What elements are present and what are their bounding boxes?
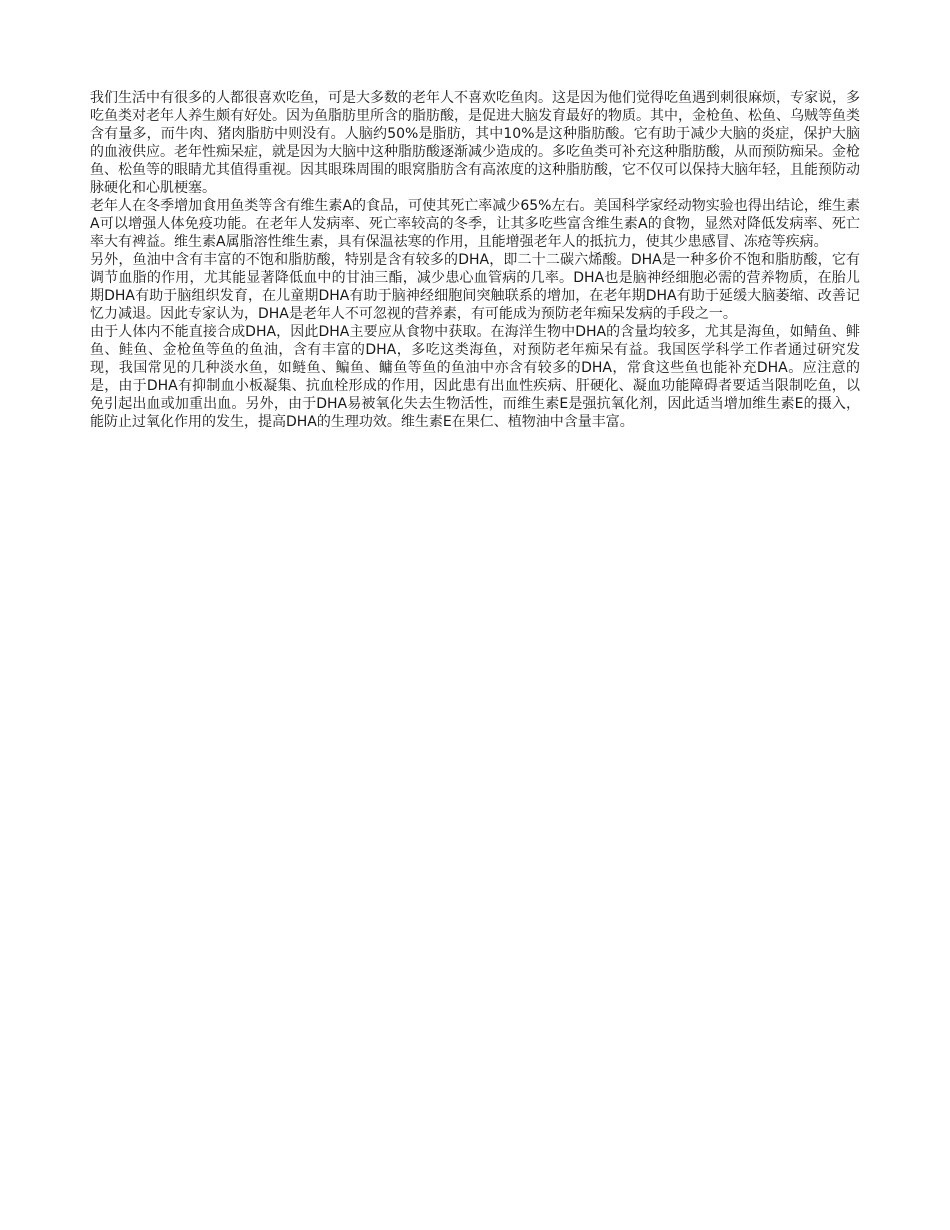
paragraph-dha-benefits: 另外，鱼油中含有丰富的不饱和脂肪酸，特别是含有较多的DHA，即二十二碳六烯酸。DHA是一种多价不饱和脂肪酸，它有调节血脂的作用，尤其能显著降低血中的甘油三酯，减少患心血管病的几率。DHA也是脑神经细胞必需的营养物质，在胎儿期DHA有助于脑组织发育，在儿童期DHA有助于脑神经细胞间突触联系的增加，在老年期DHA有助于延缓大脑萎缩、改善记忆力减退。因此专家认为，DHA是老年人不可忽视的营养素，有可能成为预防老年痴呆发病的手段之一。 [90,252,860,322]
paragraph-vitamin-a: 老年人在冬季增加食用鱼类等含有维生素A的食品，可使其死亡率减少65%左右。美国科学家经动物实验也得出结论，维生素A可以增强人体免疫功能。在老年人发病率、死亡率较高的冬季，让其多吃些富含维生素A的食物，显然对降低发病率、死亡率大有裨益。维生素A属脂溶性维生素，具有保温祛寒的作用，且能增强老年人的抵抗力，使其少患感冒、冻疮等疾病。 [90,198,860,250]
paragraph-dha-sources: 由于人体内不能直接合成DHA，因此DHA主要应从食物中获取。在海洋生物中DHA的含量均较多，尤其是海鱼，如鲭鱼、鲱鱼、鲑鱼、金枪鱼等鱼的鱼油，含有丰富的DHA，多吃这类海鱼，对预防老年痴呆有益。我国医学科学工作者通过研究发现，我国常见的几种淡水鱼，如鲢鱼、鳊鱼、鳙鱼等鱼的鱼油中亦含有较多的DHA，常食这些鱼也能补充DHA。应注意的是，由于DHA有抑制血小板凝集、抗血栓形成的作用，因此患有出血性疾病、肝硬化、凝血功能障碍者要适当限制吃鱼，以免引起出血或加重出血。另外，由于DHA易被氧化失去生物活性，而维生素E是强抗氧化剂，因此适当增加维生素E的摄入，能防止过氧化作用的发生，提高DHA的生理功效。维生素E在果仁、植物油中含量丰富。 [90,324,860,430]
article-body [90,89,860,431]
paragraph-fish-fatty-acid: 我们生活中有很多的人都很喜欢吃鱼，可是大多数的老年人不喜欢吃鱼肉。这是因为他们觉得吃鱼遇到刺很麻烦，专家说，多吃鱼类对老年人养生颇有好处。因为鱼脂肪里所含的脂肪酸，是促进大脑发育最好的物质。其中，金枪鱼、松鱼、乌贼等鱼类含有量多，而牛肉、猪肉脂肪中则没有。人脑约50%是脂肪，其中10%是这种脂肪酸。它有助于减少大脑的炎症，保护大脑的血液供应。老年性痴呆症，就是因为大脑中这种脂肪酸逐渐减少造成的。多吃鱼类可补充这种脂肪酸，从而预防痴呆。金枪鱼、松鱼等的眼睛尤其值得重视。因其眼珠周围的眼窝脂肪含有高浓度的这种脂肪酸，它不仅可以保持大脑年轻，且能预防动脉硬化和心肌梗塞。 [90,90,860,196]
